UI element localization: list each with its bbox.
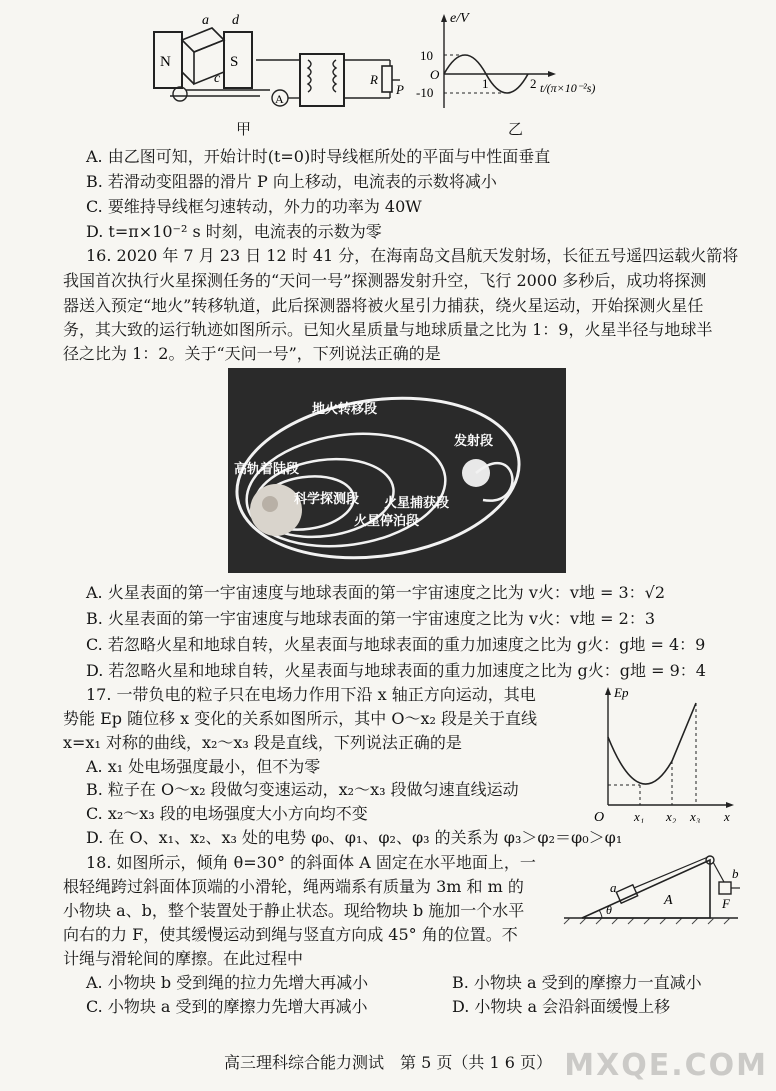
- label-d: d: [232, 13, 239, 28]
- graph-origin: O: [430, 67, 440, 82]
- ep-x2: x₂: [666, 809, 677, 823]
- watermark: MXQE.COM: [564, 1048, 768, 1083]
- q15-option-b: B. 若滑动变阻器的滑片 P 向上移动，电流表的示数将减小: [86, 172, 497, 191]
- q18-stem-line5: 计绳与滑轮间的摩擦。在此过程中: [63, 949, 304, 968]
- caption-yi: 乙: [508, 120, 524, 138]
- q16-stem-line2: 我国首次执行火星探测任务的“天问一号”探测器发射升空，飞行 2000 多秒后，成功将探测: [63, 271, 707, 290]
- label-transfer: 地火转移段: [312, 402, 378, 417]
- label-ammeter: A: [275, 92, 284, 106]
- figure-jia-circuit: [150, 10, 410, 110]
- block-b: [719, 882, 731, 894]
- label-parking: 火星停泊段: [354, 514, 420, 529]
- q16-stem-line3: 器送入预定“地火”转移轨道，此后探测器将被火星引力捕获，绕火星运动，开始探测火星任: [63, 296, 704, 315]
- transformer: [300, 54, 344, 106]
- tick-2: 2: [530, 76, 537, 91]
- page-footer: 高三理科综合能力测试 第 5 页（共 1 6 页）: [224, 1053, 552, 1072]
- q16-option-a: A. 火星表面的第一宇宙速度与地球表面的第一宇宙速度之比为 v火：v地 = 3：√2: [86, 583, 666, 602]
- q17-stem-line1: 17. 一带负电的粒子只在电场力作用下沿 x 轴正方向运动，其电: [86, 685, 536, 704]
- q18-option-b: B. 小物块 a 受到的摩擦力一直减小: [452, 973, 702, 992]
- mars-orbit-figure: [228, 368, 566, 573]
- figure-yi-graph: [412, 10, 632, 110]
- incline-label-f: F: [722, 896, 730, 911]
- q18-option-a: A. 小物块 b 受到绳的拉力先增大再减小: [86, 973, 369, 992]
- incline-label-theta: θ: [606, 903, 612, 917]
- graph-xlabel: t/(π×10⁻²s): [540, 81, 596, 95]
- ep-xaxis: x: [724, 809, 730, 823]
- q17-option-b: B. 粒子在 O～x₂ 段做匀变速运动，x₂～x₃ 段做匀速直线运动: [86, 780, 519, 799]
- caption-jia: 甲: [236, 120, 252, 138]
- q17-option-c: C. x₂～x₃ 段的电场强度大小方向均不变: [86, 804, 368, 823]
- q16-stem-line4: 务，其大致的运行轨迹如图所示。已知火星质量与地球质量之比为 1：9，火星半径与地球半: [63, 320, 713, 339]
- figure-incline: [562, 852, 742, 926]
- q18-stem-line4: 向右的力 F，使其缓慢运动到绳与竖直方向成 45° 角的位置。不: [63, 925, 518, 944]
- tick-pos: 10: [420, 48, 433, 63]
- q18-option-c: C. 小物块 a 受到的摩擦力先增大再减小: [86, 997, 368, 1016]
- q16-option-d: D. 若忽略火星和地球自转，火星表面与地球表面的重力加速度之比为 g火：g地 = 9：4: [86, 661, 706, 680]
- label-r: R: [370, 72, 378, 87]
- q16-stem-line5: 径之比为 1：2。关于“天问一号”，下列说法正确的是: [63, 344, 441, 363]
- tick-neg: -10: [416, 85, 434, 100]
- label-a: a: [202, 13, 209, 28]
- label-n: N: [160, 54, 171, 70]
- q17-stem-line3: x=x₁ 对称的曲线，x₂～x₃ 段是直线，下列说法正确的是: [63, 733, 462, 752]
- ep-x3: x₃: [690, 809, 701, 823]
- figure-ep-graph: [586, 683, 736, 823]
- tick-1: 1: [482, 76, 489, 91]
- label-capture: 火星捕获段: [384, 496, 450, 511]
- q17-option-a: A. x₁ 处电场强度最小，但不为零: [86, 757, 321, 776]
- q16-option-b: B. 火星表面的第一宇宙速度与地球表面的第一宇宙速度之比为 v火：v地 = 2：3: [86, 609, 656, 628]
- label-launch: 发射段: [454, 434, 494, 449]
- ep-ylabel: Ep: [614, 685, 629, 700]
- q17-stem-line2: 势能 Ep 随位移 x 变化的关系如图所示，其中 O～x₂ 段是关于直线: [63, 709, 538, 728]
- q15-option-c: C. 要维持导线框匀速转动，外力的功率为 40W: [86, 197, 422, 216]
- rheostat: [382, 66, 392, 92]
- q18-option-d: D. 小物块 a 会沿斜面缓慢上移: [452, 997, 671, 1016]
- slip-ring: [173, 87, 187, 101]
- q15-option-a: A. 由乙图可知，开始计时(t=0)时导线框所处的平面与中性面垂直: [86, 147, 551, 166]
- q17-option-d: D. 在 O、x₁、x₂、x₃ 处的电势 φ₀、φ₁、φ₂、φ₃ 的关系为 φ₃＞φ₂＝φ₀＞φ₁: [86, 828, 623, 847]
- incline-label-a: a: [610, 880, 617, 895]
- label-science: 科学探测段: [294, 492, 360, 507]
- ep-x1: x₁: [634, 809, 645, 823]
- label-s: S: [230, 54, 239, 70]
- label-p: P: [396, 82, 404, 97]
- label-landing: 高轨着陆段: [234, 462, 300, 477]
- incline-label-b: b: [732, 866, 739, 881]
- incline-body: [582, 860, 710, 918]
- q18-stem-line2: 根轻绳跨过斜面体顶端的小滑轮，绳两端系有质量为 3m 和 m 的: [63, 877, 524, 896]
- ep-curve: [608, 703, 696, 784]
- ep-origin: O: [594, 810, 605, 823]
- incline-label-body: A: [664, 893, 673, 908]
- graph-ylabel: e/V: [450, 11, 469, 26]
- q18-stem-line1: 18. 如图所示，倾角 θ=30° 的斜面体 A 固定在水平地面上，一: [86, 853, 536, 872]
- q15-option-d: D. t=π×10⁻² s 时刻，电流表的示数为零: [86, 222, 382, 241]
- q16-stem-line1: 16. 2020 年 7 月 23 日 12 时 41 分，在海南岛文昌航天发射场，长征五号遥四运载火箭将: [86, 246, 739, 265]
- label-c: c: [214, 71, 221, 86]
- q18-stem-line3: 小物块 a、b，整个装置处于静止状态。现给物块 b 施加一个水平: [63, 901, 525, 920]
- q16-option-c: C. 若忽略火星和地球自转，火星表面与地球表面的重力加速度之比为 g火：g地 = 4：9: [86, 635, 706, 654]
